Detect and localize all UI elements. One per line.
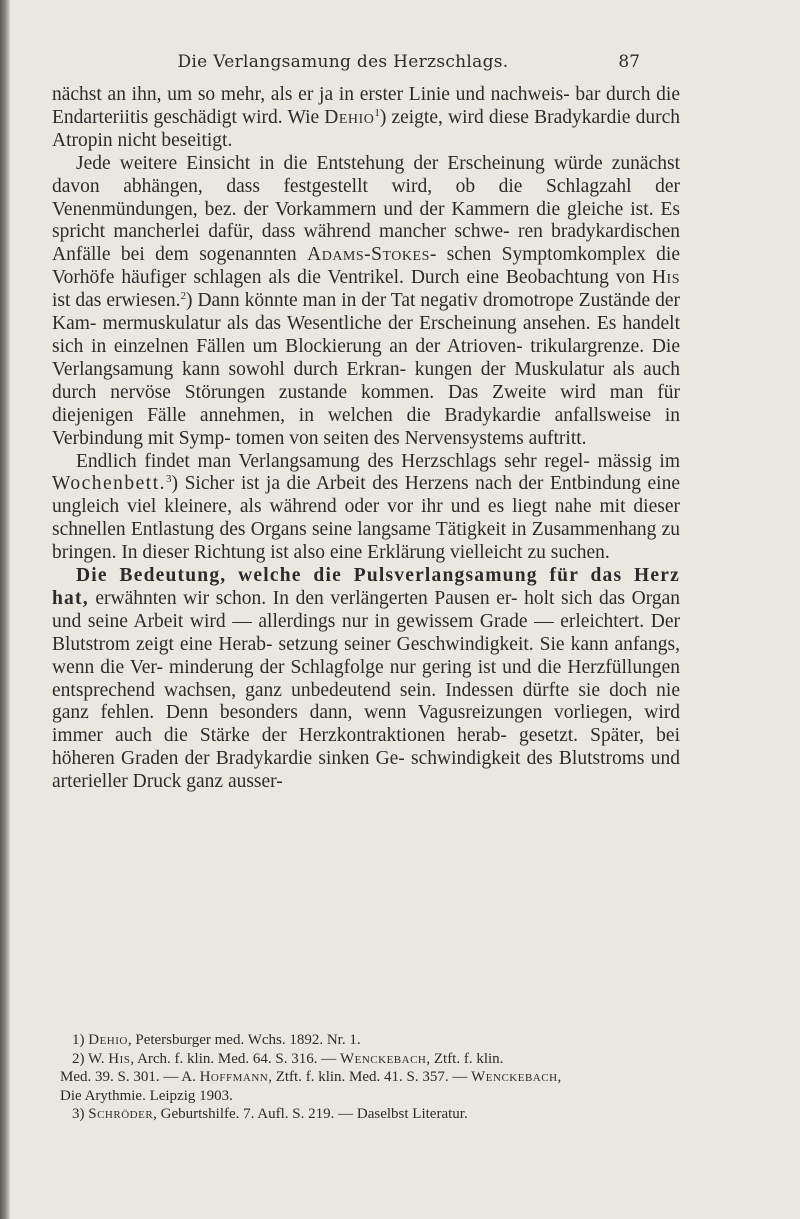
emphasized-term: Wochenbett.: [52, 473, 167, 495]
footnote-2: 2) W. His, Arch. f. klin. Med. 64. S. 316. — Wenckebach, Ztft. f. klin.: [72, 1050, 504, 1067]
author-name: Dehio: [88, 1032, 128, 1048]
footnote-ref: 2: [180, 290, 186, 303]
page-number: 87: [618, 52, 640, 72]
author-name: Dehio: [324, 106, 375, 128]
author-name: Adams-Stokes: [307, 244, 430, 266]
footnote-ref: 3: [166, 473, 172, 486]
paragraph-1: nächst an ihn, um so mehr, als er ja in erster Linie und nachweis- bar durch die Endarteriitis geschädigt wird. Wie Dehio$^1$) zeigte, wird diese Bradykardie durch Atropin nicht beseitigt.: [52, 84, 680, 151]
body-text: [52, 84, 680, 794]
footnote-ref: 1: [374, 106, 380, 119]
page-binding-shadow: [0, 0, 10, 1219]
running-head: [20, 52, 640, 76]
footnotes: [60, 1031, 680, 1124]
author-name: Hoffmann: [199, 1069, 269, 1086]
author-name: Wenckebach: [471, 1069, 558, 1086]
author-name: His: [651, 267, 680, 289]
paragraph-2: Jede weitere Einsicht in die Entstehung der Erscheinung würde zunächst davon abhängen, dass festgestellt wird, ob die Schlagzahl der Venenmündungen, bez. der Vorkammern und der Kammern die gleiche ist. Es spricht mancherlei dafür, dass während mancher schwe- ren bradykardischen Anfälle bei dem sogenannten Adams-Stokes- schen Symptomkomplex die Vorhöfe häufiger schlagen als die Ventrikel. Durch eine Beobachtung von His ist das erwiesen.$^2$) Dann könnte man in der Tat negativ dromotrope Zustände der Kam- mermuskulatur als das Wesentliche der Erscheinung ansehen. Es handelt sich in einzelnen Fällen um Blockierung an der Atrioven- trikulargrenze. Die Verlangsamung kann sowohl durch Erkran- kungen der Muskulatur als auch durch nervöse Störungen zustande kommen. Das Zweite wird man für diejenigen Fälle annehmen, in welchen die Bradykardie anfallsweise in Verbindung mit Symp- tomen von seiten des Nervensystems auftritt.: [52, 152, 680, 449]
footnote-1: 1) Dehio, Petersburger med. Wchs. 1892. Nr. 1.: [72, 1032, 361, 1048]
footnote-3: 3) Schröder, Geburtshilfe. 7. Aufl. S. 219. — Daselbst Literatur.: [72, 1106, 468, 1123]
paragraph-4: Die Bedeutung, welche die Pulsverlangsamung für das Herz hat, erwähnten wir schon. In den verlängerten Pausen er- holt sich das Organ und seine Arbeit wird — allerdings nur in gewissem Grade — erleichtert. Der Blutstrom zeigt eine Herab- setzung seiner Geschwindigkeit. Sie kann anfangs, wenn die Ver- minderung der Schlagfolge nur gering ist und die Herzfüllungen entsprechend wachsen, ganz unbedeutend sein. Indessen dürfte sie doch nie ganz fehlen. Denn besonders dann, wenn Vagusreizungen vorliegen, wird immer auch die Stärke der Herzkontraktionen herab- gesetzt. Später, bei höheren Graden der Bradykardie sinken Ge- schwindigkeit des Blutstroms und arterieller Druck ganz ausser-: [52, 565, 680, 793]
author-name: Schröder: [88, 1106, 154, 1123]
author-name: His: [108, 1050, 131, 1067]
author-name: Wenckebach: [339, 1050, 427, 1067]
footnote-2-last-line: Die Arythmie. Leipzig 1903.: [60, 1087, 233, 1104]
running-title: Die Verlangsamung des Herzschlags.: [177, 52, 509, 72]
emphasized-heading: Die Bedeutung, welche die Pulsverlangsamung für das Herz hat,: [52, 565, 680, 609]
footnote-2-continued: Med. 39. S. 301. — A. Hoffmann, Ztft. f. klin. Med. 41. S. 357. — Wenckebach,: [60, 1069, 562, 1086]
book-page: [20, 0, 800, 1219]
paragraph-3: Endlich findet man Verlangsamung des Herzschlags sehr regel- mässig im Wochenbett.$^3$) Sicher ist ja die Arbeit des Herzens nach der Entbindung eine ungleich viel kleinere, als während oder vor ihr und es liegt nahe mit dieser schnellen Entlastung des Organs seine langsame Tätigkeit in Zusammenhang zu bringen. In dieser Richtung ist also eine Erklärung vielleicht zu suchen.: [52, 450, 680, 564]
